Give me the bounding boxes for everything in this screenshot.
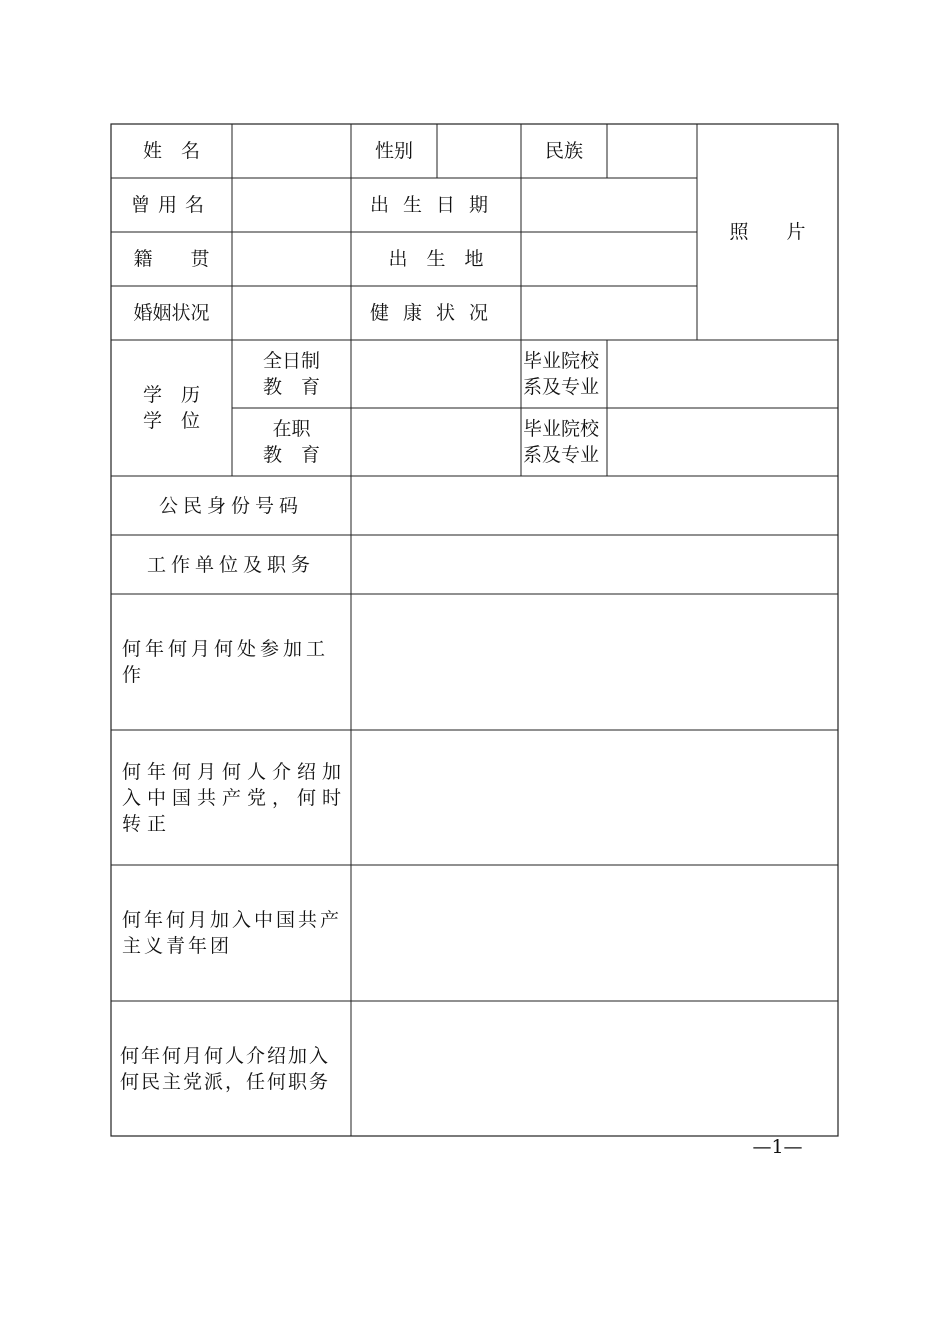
gender-field[interactable] [437,124,521,178]
join-league-field[interactable] [351,865,838,1001]
native-place-field[interactable] [232,232,351,286]
photo-box[interactable]: 照 片 [729,221,806,243]
health-label: 健康状况 [369,302,502,324]
join-democratic-field[interactable] [351,1001,838,1136]
join-work-label: 何年何月何处参加工作 [122,638,330,686]
work-unit-field[interactable] [351,535,838,594]
join-party-field[interactable] [351,730,838,865]
id-number-label: 公民身份号码 [158,494,303,517]
education-label: 学 历 学 位 [142,384,200,432]
inservice-school-field[interactable] [607,408,838,476]
join-work-field[interactable] [351,594,838,730]
school-major-label-2: 毕业院校 系及专业 [523,418,600,466]
inservice-label: 在职 教 育 [262,418,320,466]
marital-status-label: 婚姻状况 [133,302,210,324]
school-major-label: 毕业院校 系及专业 [523,350,600,398]
id-number-field[interactable] [351,476,838,535]
birthplace-field[interactable] [521,232,697,286]
page-number: —1— [752,1136,803,1158]
fulltime-degree-field[interactable] [351,340,521,408]
birth-date-label: 出生日期 [369,194,502,216]
name-label: 姓 名 [142,140,200,162]
birth-date-field[interactable] [521,178,697,232]
gender-label: 性别 [374,140,413,162]
former-name-field[interactable] [232,178,351,232]
ethnicity-field[interactable] [607,124,697,178]
former-name-label: 曾用名 [130,194,212,216]
native-place-label: 籍 贯 [133,248,210,270]
work-unit-label: 工作单位及职务 [146,553,315,576]
birthplace-label: 出 生 地 [388,248,484,270]
join-party-label: 何年何月何人介绍加入中国共产党，何时转正 [122,760,348,835]
join-league-label: 何年何月加入中国共产主义青年团 [122,909,343,957]
name-field[interactable] [232,124,351,178]
marital-status-field[interactable] [232,286,351,340]
health-field[interactable] [521,286,697,340]
ethnicity-label: 民族 [544,140,583,162]
inservice-degree-field[interactable] [351,408,521,476]
join-democratic-label: 何年何月何人介绍加入何民主党派，任何职务 [120,1044,331,1093]
fulltime-label: 全日制 教 育 [262,350,320,398]
fulltime-school-field[interactable] [607,340,838,408]
